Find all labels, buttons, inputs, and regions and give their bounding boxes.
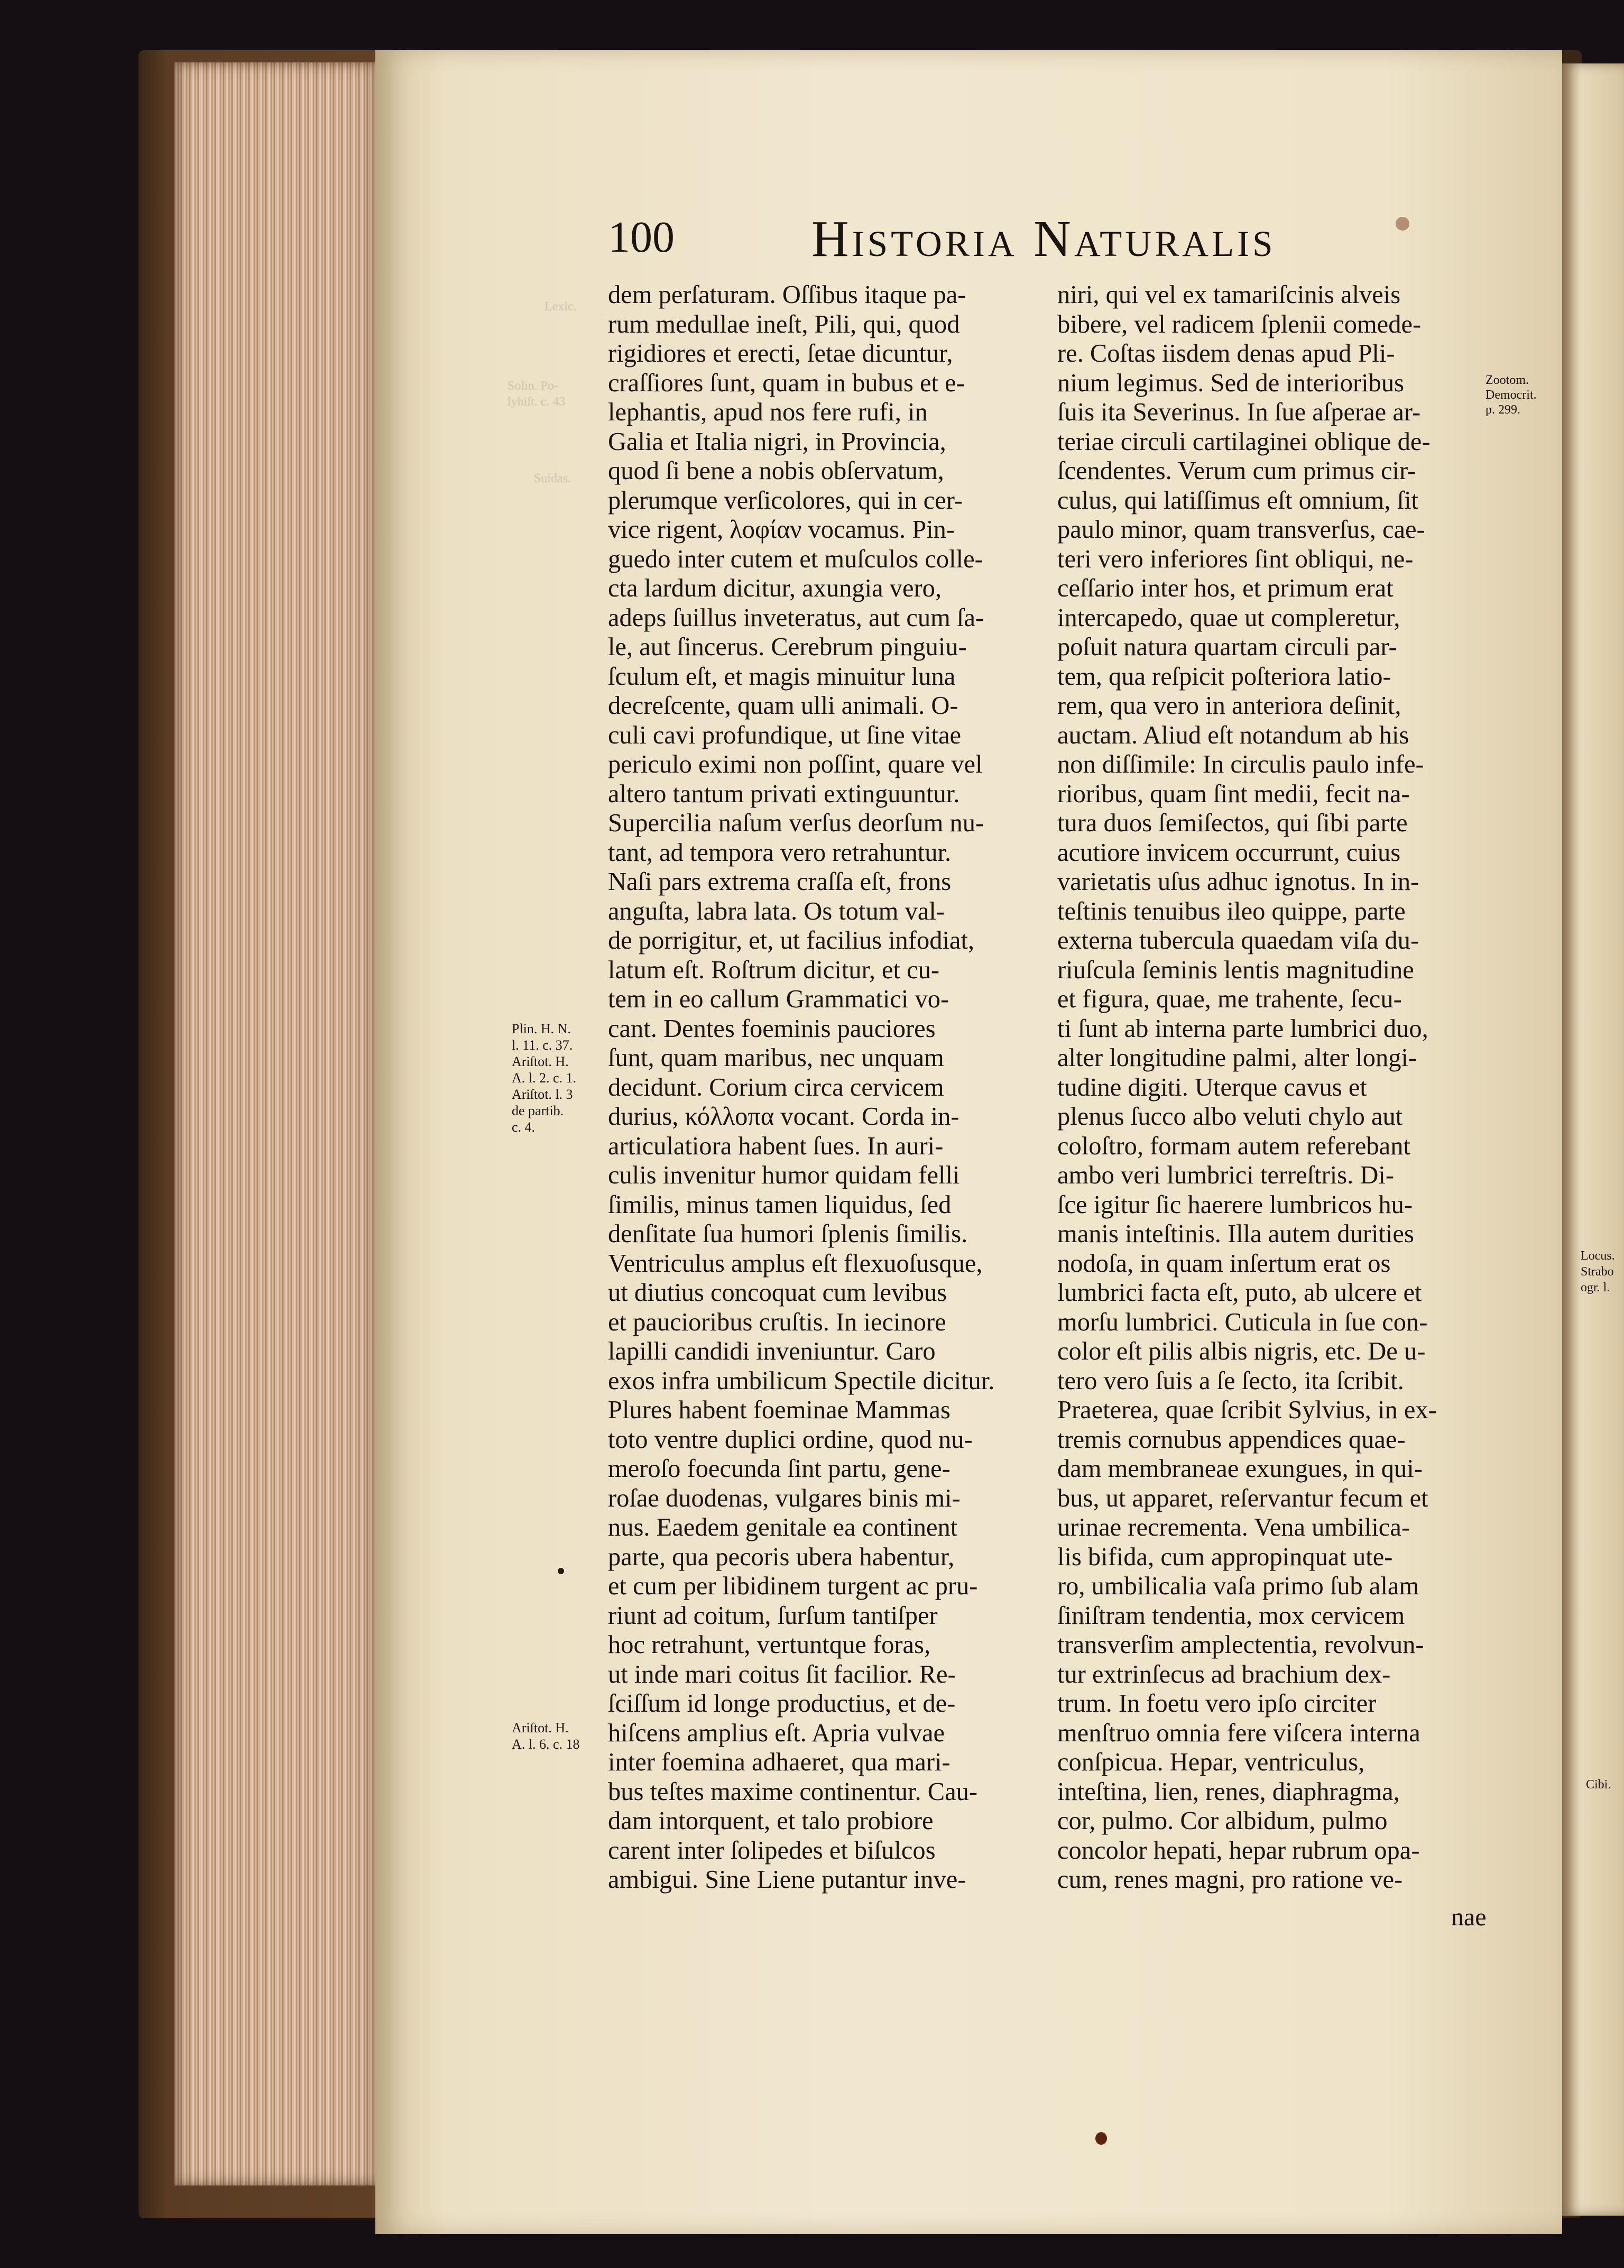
text-line: culus, qui latiſſimus eſt omnium, ſit: [1057, 486, 1419, 515]
text-line: et figura, quae, me trahente, ſecu-: [1057, 985, 1402, 1013]
text-line: acutiore invicem occurrunt, cuius: [1057, 838, 1401, 867]
text-line: transverſim amplectentia, revolvun-: [1057, 1631, 1424, 1659]
text-line: Naſi pars extrema craſſa eſt, frons: [608, 868, 952, 896]
text-line: articulatiora habent ſues. In auri-: [608, 1132, 944, 1160]
text-line: ambo veri lumbrici terreſtris. Di-: [1057, 1161, 1395, 1189]
text-line: craſſiores ſunt, quam in bubus et e-: [608, 369, 965, 397]
text-line: rum medullae ineſt, Pili, qui, quod: [608, 310, 960, 338]
text-line: alter longitudine palmi, alter longi-: [1057, 1044, 1417, 1072]
text-line: nus. Eaedem genitale ea continent: [608, 1513, 958, 1541]
text-line: plenus ſucco albo veluti chylo aut: [1057, 1103, 1403, 1131]
text-line: rioribus, quam ſint medii, fecit na-: [1057, 779, 1410, 808]
text-line: inter foemina adhaeret, qua mari-: [608, 1748, 951, 1776]
text-line: cor, pulmo. Cor albidum, pulmo: [1057, 1807, 1388, 1835]
text-line: ſimilis, minus tamen liquidus, ſed: [608, 1190, 952, 1219]
margin-note-left: [512, 1720, 580, 1752]
bleed-through-note: Suidas.: [534, 472, 571, 485]
margin-note-right: [1485, 373, 1537, 417]
text-line: ſce igitur ſic haerere lumbricos hu-: [1057, 1190, 1413, 1219]
text-line: parte, qua pecoris ubera habentur,: [608, 1542, 955, 1571]
text-line: toto ventre duplici ordine, quod nu-: [608, 1425, 973, 1454]
margin-note-line: Cibi.: [1586, 1778, 1611, 1792]
text-line: quod ſi bene a nobis obſervatum,: [608, 457, 944, 485]
text-line: lapilli candidi inveniuntur. Caro: [608, 1337, 936, 1365]
text-line: paulo minor, quam transverſus, cae-: [1057, 516, 1425, 544]
text-line: dam intorquent, et talo probiore: [608, 1807, 934, 1835]
foxing-spot: [558, 1568, 564, 1574]
text-line: nodoſa, in quam inſertum erat os: [1057, 1249, 1391, 1278]
text-line: periculo eximi non poſſint, quare vel: [608, 750, 983, 778]
margin-note-line: Zootom.: [1485, 373, 1529, 387]
text-line: bibere, vel radicem ſplenii comede-: [1057, 310, 1422, 338]
text-line: anguſta, labra lata. Os totum val-: [608, 897, 945, 925]
text-line: bus, ut apparet, reſervantur fecum et: [1057, 1484, 1428, 1512]
text-line: ceſſario inter hos, et primum erat: [1057, 574, 1394, 602]
text-line: decreſcente, quam ulli animali. O-: [608, 692, 958, 720]
margin-note-left: [512, 1021, 576, 1135]
text-line: dam membraneae exungues, in qui-: [1057, 1455, 1423, 1483]
text-line: ſuis ita Severinus. In ſue aſperae ar-: [1057, 398, 1421, 426]
text-line: tant, ad tempora vero retrahuntur.: [608, 838, 952, 867]
text-line: color eſt pilis albis nigris, etc. De u-: [1057, 1337, 1426, 1365]
text-line: concolor hepati, hepar rubrum opa-: [1057, 1836, 1420, 1865]
text-line: decidunt. Corium circa cervicem: [608, 1073, 944, 1101]
text-line: durius, κόλλοπα vocant. Corda in-: [608, 1103, 959, 1131]
text-line: tur extrinſecus ad brachium dex-: [1057, 1660, 1391, 1688]
text-line: Plures habent foeminae Mammas: [608, 1396, 951, 1424]
text-line: meroſo foecunda ſint partu, gene-: [608, 1455, 951, 1483]
text-line: plerumque verſicolores, qui in cer-: [608, 486, 963, 515]
text-line: auctam. Aliud eſt notandum ab his: [1057, 721, 1409, 749]
text-line: tem, qua reſpicit poſteriora latio-: [1057, 662, 1391, 691]
text-line: ro, umbilicalia vaſa primo ſub alam: [1057, 1572, 1419, 1600]
text-line: adeps ſuillus inveteratus, aut cum ſa-: [608, 603, 984, 632]
text-line: externa tubercula quaedam viſa du-: [1057, 926, 1419, 954]
margin-note-line: de partib.: [512, 1103, 564, 1118]
text-line: nium legimus. Sed de interioribus: [1057, 369, 1405, 397]
margin-note-line: A. l. 2. c. 1.: [512, 1070, 577, 1086]
margin-note-line: Democrit.: [1485, 388, 1537, 402]
text-line: cta lardum dicitur, axungia vero,: [608, 574, 942, 602]
text-line: et cum per libidinem turgent ac pru-: [608, 1572, 978, 1600]
text-line: riunt ad coitum, ſurſum tantiſper: [608, 1601, 938, 1630]
text-line: altero tantum privati extinguuntur.: [608, 779, 960, 808]
bleed-through-note: Lexic.: [545, 300, 577, 314]
margin-note-line: p. 299.: [1485, 403, 1520, 417]
catchword: nae: [1451, 1903, 1487, 1931]
text-line: denſitate ſua humori ſplenis ſimilis.: [608, 1220, 968, 1248]
margin-note-line: l. 11. c. 37.: [512, 1037, 573, 1053]
margin-note-line: A. l. 6. c. 18: [512, 1737, 580, 1752]
margin-note-line: ogr. l.: [1581, 1281, 1610, 1294]
text-line: ſciſſum id longe productius, et de-: [608, 1689, 956, 1718]
text-line: vice rigent, λοφίαν vocamus. Pin-: [608, 516, 955, 544]
text-line: conſpicua. Hepar, ventriculus,: [1057, 1748, 1365, 1776]
page-number: 100: [608, 213, 675, 262]
margin-note-line: Ariſtot. H.: [512, 1720, 569, 1736]
text-line: ti ſunt ab interna parte lumbrici duo,: [1057, 1014, 1428, 1043]
text-line: culis invenitur humor quidam felli: [608, 1161, 960, 1189]
text-line: le, aut ſincerus. Cerebrum pinguiu-: [608, 633, 967, 661]
text-line: ut diutius concoquat cum levibus: [608, 1279, 947, 1307]
text-line: manis inteſtinis. Illa autem durities: [1057, 1220, 1414, 1248]
text-line: rem, qua vero in anteriora deſinit,: [1057, 692, 1401, 720]
text-line: poſuit natura quartam circuli par-: [1057, 633, 1397, 661]
text-line: rigidiores et erecti, ſetae dicuntur,: [608, 339, 953, 368]
text-line: ſculum eſt, et magis minuitur luna: [608, 662, 956, 691]
text-line: ut inde mari coitus ſit facilior. Re-: [608, 1660, 956, 1688]
text-line: niri, qui vel ex tamariſcinis alveis: [1057, 281, 1401, 309]
margin-note-line: Locus.: [1581, 1249, 1615, 1263]
text-line: bus teſtes maxime continentur. Cau-: [608, 1777, 978, 1806]
text-line: tremis cornubus appendices quae-: [1057, 1425, 1406, 1454]
text-line: morſu lumbrici. Cuticula in ſue con-: [1057, 1308, 1428, 1336]
text-line: de porrigitur, et, ut facilius infodiat,: [608, 926, 975, 954]
left-text-column: [608, 280, 1031, 1895]
foxing-spot: [1396, 217, 1409, 231]
margin-note-line: Ariſtot. H.: [512, 1054, 569, 1069]
text-line: lumbrici facta eſt, puto, ab ulcere et: [1057, 1279, 1422, 1307]
text-line: Ventriculus amplus eſt flexuoſusque,: [608, 1249, 983, 1278]
text-line: carent inter ſolipedes et biſulcos: [608, 1836, 936, 1865]
text-line: teriae circuli cartilaginei oblique de-: [1057, 427, 1431, 456]
text-line: lis bifida, cum appropinquat ute-: [1057, 1542, 1393, 1571]
text-line: et paucioribus cruſtis. In iecinore: [608, 1308, 946, 1336]
text-line: teri vero inferiores ſint obliqui, ne-: [1057, 545, 1414, 573]
text-line: exos infra umbilicum Spectile dicitur.: [608, 1366, 995, 1395]
text-line: trum. In foetu vero ipſo circiter: [1057, 1689, 1377, 1718]
text-line: teſtinis tenuibus ileo quippe, parte: [1057, 897, 1406, 925]
margin-note-line: Plin. H. N.: [512, 1021, 571, 1036]
text-line: culi cavi profundique, ut ſine vitae: [608, 721, 962, 749]
text-line: ambigui. Sine Liene putantur inve-: [608, 1866, 966, 1894]
text-line: tem in eo callum Grammatici vo-: [608, 985, 949, 1013]
bleed-through-note: lyhiſt. c. 43: [508, 395, 566, 409]
text-line: ſcendentes. Verum cum primus cir-: [1057, 457, 1416, 485]
text-line: hoc retrahunt, vertuntque foras,: [608, 1631, 931, 1659]
text-line: tero vero ſuis a ſe ſecto, ita ſcribit.: [1057, 1366, 1404, 1395]
text-line: hiſcens amplius eſt. Apria vulvae: [608, 1719, 945, 1747]
text-line: re. Coſtas iisdem denas apud Pli-: [1057, 339, 1395, 368]
text-line: dem perſaturam. Oſſibus itaque pa-: [608, 281, 966, 309]
running-head: [608, 207, 1295, 276]
text-line: roſae duodenas, vulgares binis mi-: [608, 1484, 961, 1512]
text-line: urinae recrementa. Vena umbilica-: [1057, 1513, 1410, 1541]
text-line: cum, renes magni, pro ratione ve-: [1057, 1866, 1403, 1894]
text-line: varietatis uſus adhuc ignotus. In in-: [1057, 868, 1419, 896]
facing-page-edge: [1562, 63, 1624, 2216]
margin-note-line: Strabo: [1581, 1265, 1614, 1279]
text-line: riuſcula ſeminis lentis magnitudine: [1057, 956, 1414, 984]
margin-note-line: Ariſtot. l. 3: [512, 1087, 573, 1102]
page-edges: [174, 62, 383, 2186]
bleed-through-note: Solin. Po-: [508, 379, 559, 393]
text-line: ſiniſtram tendentia, mox cervicem: [1057, 1601, 1405, 1630]
text-line: lephantis, apud nos fere rufi, in: [608, 398, 928, 426]
margin-note-right: [1586, 1777, 1611, 1793]
text-line: menſtruo omnia fere viſcera interna: [1057, 1719, 1420, 1747]
text-line: coloſtro, formam autem referebant: [1057, 1132, 1410, 1160]
text-line: intercapedo, quae ut compleretur,: [1057, 603, 1400, 632]
text-line: Supercilia naſum verſus deorſum nu-: [608, 809, 984, 837]
text-line: Galia et Italia nigri, in Provincia,: [608, 427, 946, 456]
text-line: tura duos ſemiſectos, qui ſibi parte: [1057, 809, 1408, 837]
margin-note-line: c. 4.: [512, 1119, 536, 1135]
margin-note-right: [1581, 1248, 1615, 1296]
text-line: Praeterea, quae ſcribit Sylvius, in ex-: [1057, 1396, 1437, 1424]
text-line: guedo inter cutem et muſculos colle-: [608, 545, 983, 573]
text-line: latum eſt. Roſtrum dicitur, et cu-: [608, 956, 940, 984]
text-line: tudine digiti. Uterque cavus et: [1057, 1073, 1367, 1101]
right-text-column: [1057, 280, 1496, 1895]
text-line: ſunt, quam maribus, nec unquam: [608, 1044, 944, 1072]
text-line: inteſtina, lien, renes, diaphragma,: [1057, 1777, 1400, 1806]
text-line: non diſſimile: In circulis paulo infe-: [1057, 750, 1424, 778]
text-line: cant. Dentes foeminis pauciores: [608, 1014, 936, 1043]
foxing-spot: [1095, 2132, 1107, 2145]
page-title: Historia Naturalis: [811, 210, 1276, 268]
